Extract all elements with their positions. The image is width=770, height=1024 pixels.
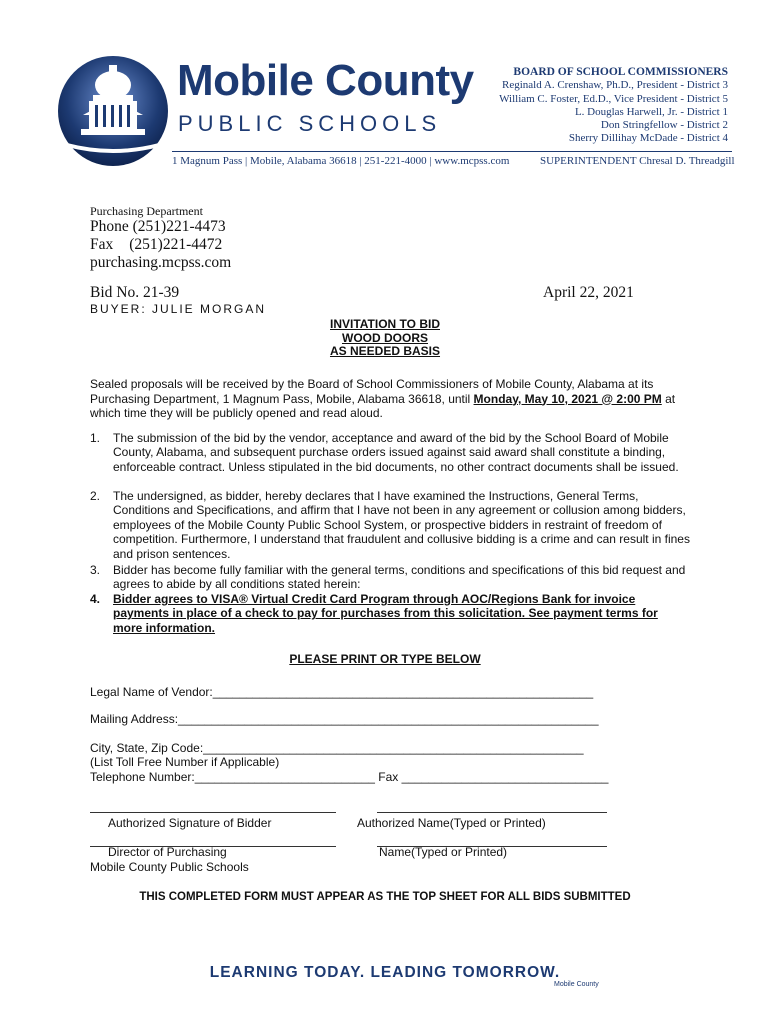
form-heading: PLEASE PRINT OR TYPE BELOW <box>289 652 481 666</box>
footer-logo-text: Mobile County <box>554 981 599 988</box>
board-member: Reginald A. Crenshaw, Ph.D., President - District 3 <box>502 79 728 92</box>
board-member: William C. Foster, Ed.D., Vice President - District 5 <box>499 92 728 105</box>
bid-title-line: INVITATION TO BID <box>330 317 440 331</box>
city-state-zip-field[interactable]: City, State, Zip Code:_________________________________________________________ <box>90 741 584 755</box>
authorized-name-label: Authorized Name(Typed or Printed) <box>357 816 546 830</box>
mcpss-logo <box>57 55 169 167</box>
list-item <box>90 563 690 592</box>
item-number: 2. <box>90 489 101 503</box>
board-member: Don Stringfellow - District 2 <box>600 119 728 132</box>
intro-paragraph <box>90 377 690 421</box>
legal-name-field[interactable]: Legal Name of Vendor:_________________________________________________________ <box>90 685 594 699</box>
footer-slogan: LEARNING TODAY. LEADING TOMORROW. <box>209 964 561 981</box>
signature-line[interactable] <box>90 812 336 813</box>
bid-number: Bid No. 21-39 <box>90 284 180 301</box>
intro-text: at which time they will be publicly opened and read aloud. <box>90 391 676 420</box>
board-of-commissioners <box>499 66 728 146</box>
fax-label: Fax <box>90 236 114 253</box>
board-member: L. Douglas Harwell, Jr. - District 1 <box>574 105 728 118</box>
fax <box>90 236 222 254</box>
website: purchasing.mcpss.com <box>90 254 232 271</box>
item-text: Bidder has become fully familiar with the general terms, conditions and specifications of this bid request and agrees to abide by all conditions stated herein: <box>113 563 686 592</box>
bid-date: April 22, 2021 <box>543 284 634 301</box>
header-divider <box>172 151 732 152</box>
mailing-address-field[interactable]: Mailing Address:_______________________________________________________________ <box>90 712 599 726</box>
department: Purchasing Department <box>90 204 203 218</box>
list-item <box>90 431 690 474</box>
buyer: BUYER: JULIE MORGAN <box>90 302 267 316</box>
organization-label: Mobile County Public Schools <box>90 860 249 874</box>
item-text: The submission of the bid by the vendor, acceptance and award of the bid by the School Board of Mobile County, Alabama, and subsequent purchase orders issued against said award shall constitute a binding, enforceable contract. Unless stipulated in the bid documents, no other contract documents shall be issued. <box>113 431 679 474</box>
item-number: 1. <box>90 431 101 445</box>
item-number: 3. <box>90 563 101 577</box>
brand-title: Mobile County <box>177 56 474 105</box>
bid-title <box>0 318 770 359</box>
telephone-fax-field[interactable]: Telephone Number:___________________________ Fax _______________________________ <box>90 770 609 784</box>
name-label: Name(Typed or Printed) <box>379 845 508 859</box>
signature-line[interactable] <box>377 812 607 813</box>
list-item <box>90 489 690 561</box>
director-label: Director of Purchasing <box>108 845 227 859</box>
phone: Phone (251)221-4473 <box>90 218 226 235</box>
fax-number: (251)221-4472 <box>129 236 223 253</box>
board-title: BOARD OF SCHOOL COMMISSIONERS <box>513 66 728 78</box>
bid-title-line: WOOD DOORS <box>342 330 428 345</box>
item-text: The undersigned, as bidder, hereby declares that I have examined the Instructions, General Terms, Conditions and Specifications, and affirm that I have not been in any agreement or collusion among bidders, employees of the Mobile County Public School System, or prospective bidders in restraint of freedom of competition. Furthermore, I understand that fraudulent and collusive bidding is a crime and can result in fines and prison sentences. <box>113 489 690 561</box>
item-text: Bidder agrees to VISA® Virtual Credit Card Program through AOC/Regions Bank for invoice payments in place of a check to pay for purchases from this solicitation. See payment terms for more information. <box>113 592 658 635</box>
brand-subtitle: PUBLIC SCHOOLS <box>178 111 442 136</box>
final-note: THIS COMPLETED FORM MUST APPEAR AS THE TOP SHEET FOR ALL BIDS SUBMITTED <box>139 891 631 903</box>
toll-free-note: (List Toll Free Number if Applicable) <box>90 755 280 769</box>
signature-label: Authorized Signature of Bidder <box>108 816 272 830</box>
list-item <box>90 592 690 635</box>
bid-title-line: AS NEEDED BASIS <box>329 344 441 358</box>
intro-text: Sealed proposals will be received by the Board of School Commissioners of Mobile County, Alabama at its Purchasing Department, 1 Magnum Pass, Mobile, Alabama 36618, until <box>90 377 654 406</box>
address-line: 1 Magnum Pass | Mobile, Alabama 36618 | 251-221-4000 | www.mcpss.com <box>172 155 510 167</box>
board-member: Sherry Dillihay McDade - District 4 <box>568 132 728 145</box>
superintendent: SUPERINTENDENT Chresal D. Threadgill <box>540 155 735 167</box>
deadline: Monday, May 10, 2021 @ 2:00 PM <box>473 391 662 406</box>
item-number: 4. <box>90 592 101 606</box>
